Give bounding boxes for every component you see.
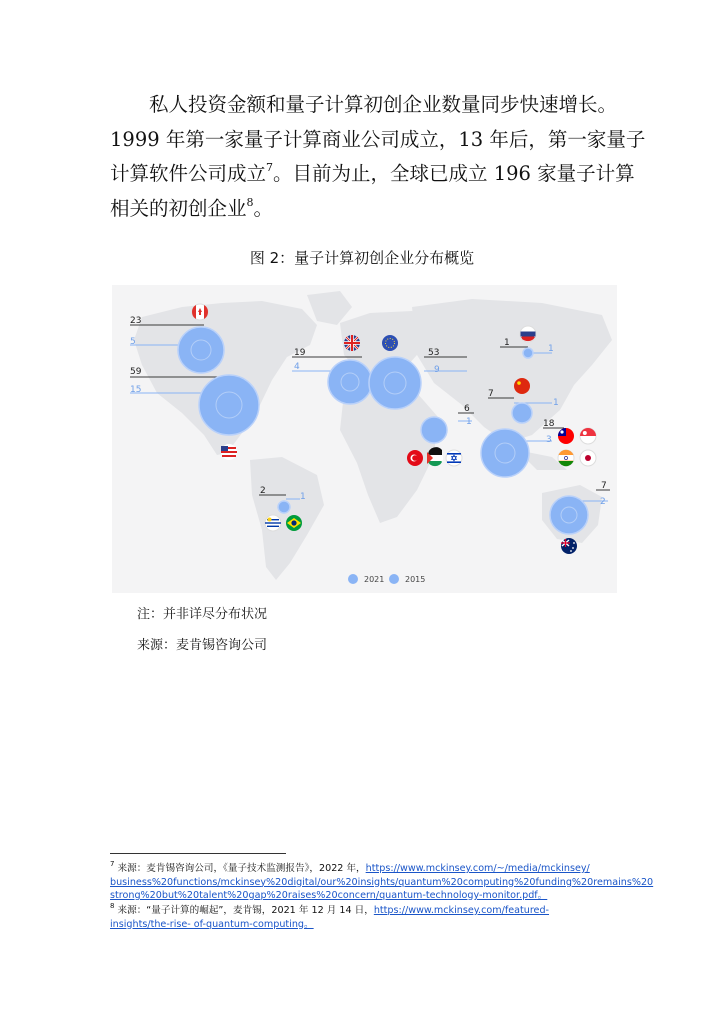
bubble-uk	[328, 360, 372, 404]
footnote-ref-8[interactable]: 8	[246, 195, 254, 209]
footnote-8-link-cont[interactable]: insights/the-rise- of-quantum-computing。	[110, 918, 314, 930]
australia-flag-icon	[561, 538, 577, 554]
paragraph-line-2: 1999 年第一家量子计算商业公司成立，13 年后，第一家量子	[110, 127, 646, 151]
label-2021-china: 7	[488, 389, 494, 399]
footnote-8: $^8$ 来源：“量子计算的崛起”，麦肯锡，2021 年 12 月 14 日，https://www.mckinsey.com/featured- insights/the-rise- of-quantum-computing。	[110, 904, 620, 931]
label-2015-australia: 2	[600, 497, 606, 507]
label-2021-canada: 23	[130, 316, 142, 326]
brazil-flag-icon	[286, 515, 302, 531]
paragraph-line-1: 私人投资金额和量子计算初创企业数量同步快速增长。	[149, 93, 618, 116]
bubble-russia	[523, 348, 533, 358]
label-2021-russia: 1	[504, 338, 510, 348]
label-2021-asia: 18	[543, 419, 555, 429]
figure-note: 注：并非详尽分布状况	[137, 607, 268, 622]
legend	[348, 574, 425, 584]
canada-flag-icon	[192, 304, 208, 320]
label-2021-eu: 53	[428, 348, 440, 358]
russia-flag-icon	[520, 326, 536, 342]
legend-swatch-2021	[348, 574, 358, 584]
label-2021-middle-east: 6	[464, 404, 470, 414]
south-america-land	[250, 457, 324, 580]
label-2021-uk: 19	[294, 348, 306, 358]
bubble-usa	[199, 375, 259, 435]
bubble-china	[512, 403, 532, 423]
uk-flag-icon	[344, 335, 360, 351]
india-flag-icon	[558, 450, 574, 466]
label-2015-china: 1	[553, 398, 559, 408]
bubble-canada	[178, 327, 224, 373]
figure-title: 图 2：量子计算初创企业分布概览	[249, 249, 475, 267]
footnote-separator	[110, 853, 286, 854]
footnote-7-link-cont-2[interactable]: strong%20but%20talent%20gap%20raises%20concern/quantum-technology-monitor.pdf。	[110, 890, 548, 901]
china-flag-icon	[514, 378, 530, 394]
label-2015-south-america: 1	[300, 492, 306, 502]
label-2015-usa: 15	[130, 385, 142, 395]
singapore-flag-icon	[580, 428, 596, 444]
footnote-7: $^7$ 来源：麦肯锡咨询公司，《量子技术监测报告》，2022 年，https://www.mckinsey.com/~/media/mckinsey/ business%20functions/mckinsey%20digital/our%20insights/quantum%20computing%20funding%20remains%20 strong%20but%20talent%20gap%20raises%20concern/quantum-technology-monitor.pdf。	[110, 860, 654, 901]
greenland-land	[307, 291, 352, 325]
label-2015-uk: 4	[294, 362, 300, 372]
world-map-figure	[112, 285, 617, 593]
footnote-ref-7[interactable]: 7	[266, 161, 274, 174]
label-2015-eu: 9	[434, 365, 440, 375]
israel-flag-icon	[446, 450, 462, 466]
bubble-middle-east	[421, 417, 447, 443]
legend-label-2015: 2015	[405, 575, 426, 584]
bubble-australia	[550, 496, 588, 534]
bubble-eu	[369, 357, 421, 409]
footnote-8-link[interactable]: https://www.mckinsey.com/featured-	[373, 905, 550, 916]
paragraph-line-3: 计算软件公司成立$^7$。目前为止，全球已成立 196 家量子计算	[110, 161, 635, 185]
body-paragraph	[110, 88, 646, 226]
label-2015-asia: 3	[546, 435, 552, 445]
footnote-7-link-cont-1[interactable]: business%20functions/mckinsey%20digital/our%20insights/quantum%20computing%20funding%20remains%20	[110, 876, 654, 888]
usa-flag-icon	[221, 444, 237, 460]
label-2021-south-america: 2	[260, 486, 266, 496]
paragraph-line-4: 相关的初创企业$^8$。	[110, 195, 274, 220]
label-2015-russia: 1	[548, 344, 554, 354]
bubble-asia	[481, 429, 529, 477]
figure-source: 来源：麦肯锡咨询公司	[137, 638, 268, 653]
bubble-south-america	[278, 501, 290, 513]
label-2021-usa: 59	[130, 367, 142, 377]
uruguay-flag-icon	[265, 515, 281, 531]
footnote-7-link[interactable]: https://www.mckinsey.com/~/media/mckinsey/	[365, 863, 590, 874]
legend-label-2021: 2021	[364, 575, 385, 584]
japan-flag-icon	[580, 450, 596, 466]
turkey-flag-icon	[407, 450, 423, 466]
label-2015-middle-east: 1	[466, 417, 472, 427]
legend-swatch-2015	[389, 574, 399, 584]
label-2015-canada: 5	[130, 337, 136, 347]
taiwan-flag-icon	[558, 428, 574, 444]
eu-flag-icon	[382, 335, 398, 351]
label-2021-australia: 7	[601, 481, 607, 491]
